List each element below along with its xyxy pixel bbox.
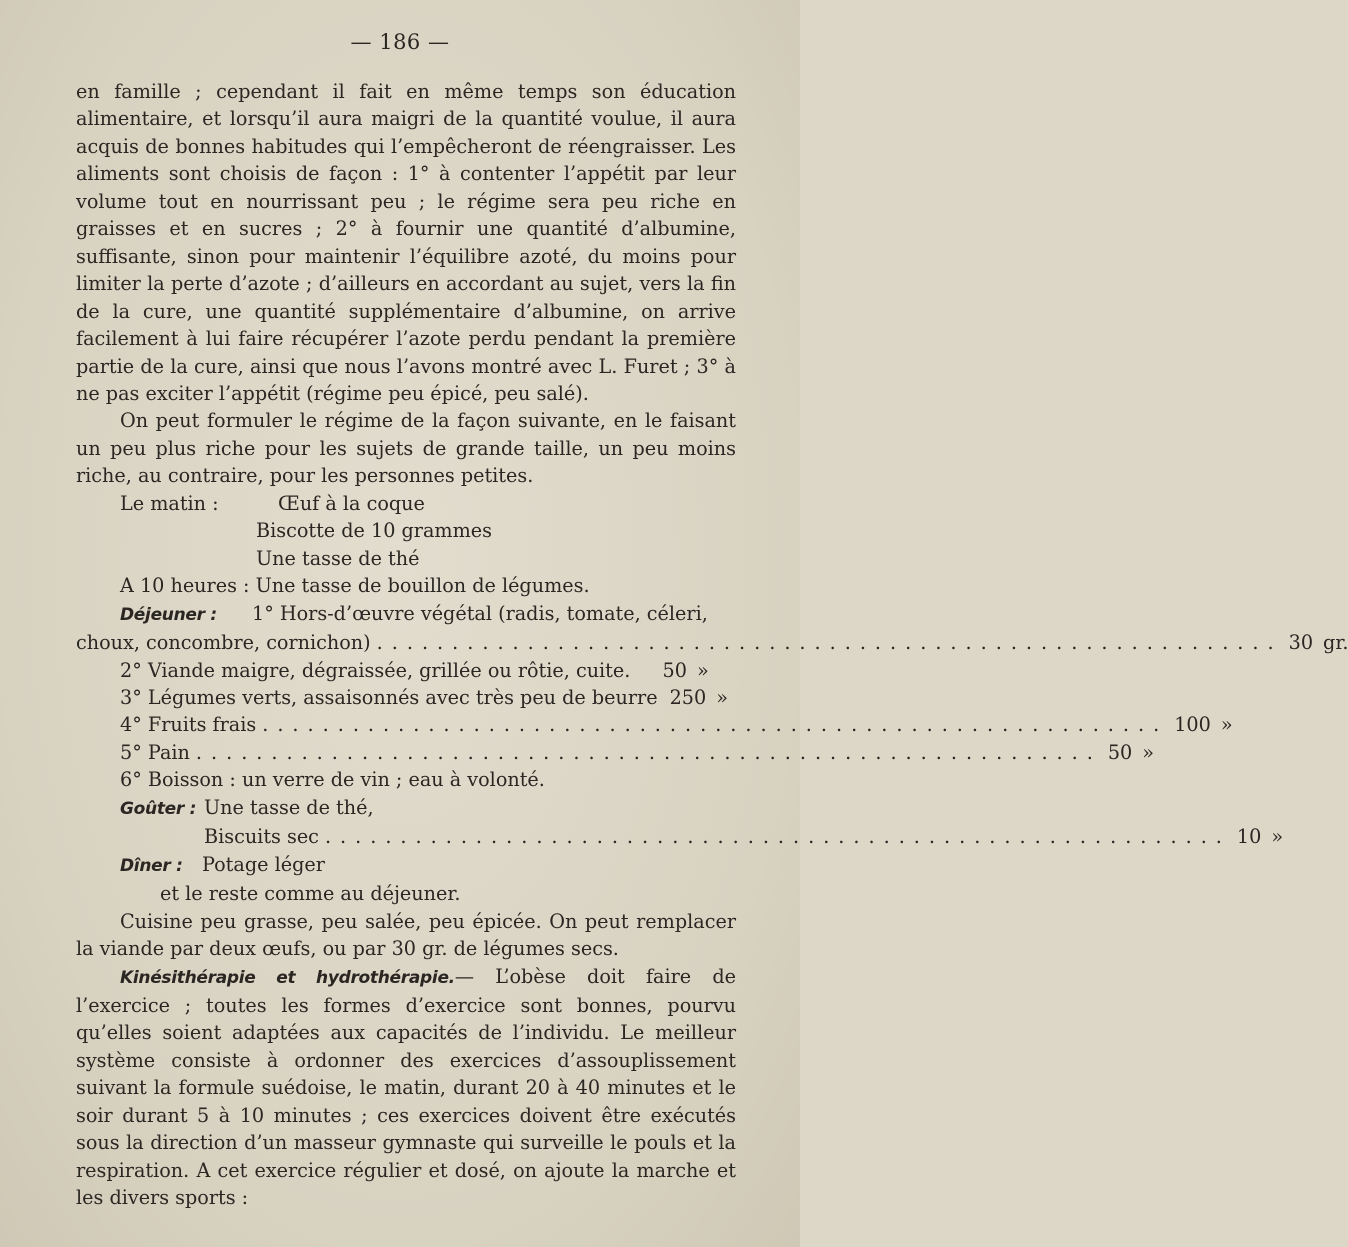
- matin-line-1: [76, 490, 736, 517]
- dejeuner-row-4: [76, 711, 1233, 738]
- diner-item-1: Potage léger: [202, 852, 325, 876]
- dejeuner-item-1-qty: 30: [1288, 631, 1314, 655]
- gouter-item-2-qty: 10: [1236, 825, 1262, 849]
- dejeuner-row-4-unit: »: [1220, 713, 1233, 737]
- dejeuner-row-5-text: 5° Pain: [120, 740, 190, 764]
- dot-leader: ............................................................: [262, 713, 1169, 737]
- paragraph-alimentation: en famille ; cependant il fait en même temps son éducation alimentaire, et lorsqu’il aura maigri de la quantité voulue, il aura acquis de bonnes habitudes qui l’empêcheront de réengraisser. Les aliments sont choisis de façon : 1° à contenter l’appétit par leur volume tout en nourrissant peu ; le régime sera peu riche en graisses et en sucres ; 2° à fournir une quantité d’albumine, suffisante, sinon pour maintenir l’équilibre azoté, du moins pour limiter la perte d’azote ; d’ailleurs en accordant au sujet, vers la fin de la cure, une quantité supplémentaire d’albumine, on arrive facilement à lui faire récupérer l’azote perdu pendant la première partie de la cure, ainsi que nous l’avons montré avec L. Furet ; 3° à ne pas exciter l’appétit (régime peu épicé, peu salé).: [76, 80, 736, 405]
- dejeuner-item-1-unit: gr.: [1323, 631, 1348, 655]
- diner-line-1: [76, 851, 736, 880]
- matin-item-1: Œuf à la coque: [278, 491, 425, 515]
- dot-leader: ............................................................: [324, 825, 1231, 849]
- matin-line-2: [76, 517, 736, 544]
- dejeuner-row-4-qty: 100: [1174, 713, 1211, 737]
- dejeuner-row-3: [76, 684, 736, 711]
- dejeuner-boisson: 6° Boisson : un verre de vin ; eau à volonté.: [120, 768, 545, 792]
- dejeuner-row-2-qty: 50: [662, 658, 687, 682]
- matin-line-3: [76, 545, 736, 572]
- dejeuner-row-3-unit: »: [716, 685, 728, 709]
- gouter-line-2: [76, 823, 1284, 850]
- dejeuner-row-5-unit: »: [1142, 740, 1155, 764]
- gouter-label: Goûter :: [120, 798, 197, 819]
- dejeuner-row-3-text: 3° Légumes verts, assaisonnés avec très peu de beurre: [120, 685, 658, 709]
- dejeuner-line-1: [76, 600, 736, 629]
- paragraph-kinesitherapie: [76, 963, 736, 1212]
- page-number: — 186 —: [350, 30, 450, 54]
- gouter-line-1: [76, 794, 736, 823]
- dot-leader: ............................................................: [195, 740, 1102, 764]
- dejeuner-row-2-unit: »: [696, 658, 709, 682]
- diner-label: Dîner :: [120, 855, 183, 876]
- matin-item-2: Biscotte de 10 grammes: [256, 519, 492, 543]
- paragraph-cuisine: Cuisine peu grasse, peu salée, peu épicée. On peut remplacer la viande par deux œufs, ou par 30 gr. de légumes secs.: [76, 909, 736, 961]
- dejeuner-label: Déjeuner :: [120, 604, 217, 625]
- dejeuner-item-1: 1° Hors-d’œuvre végétal (radis, tomate, céleri,: [252, 601, 708, 625]
- gouter-item-1: Une tasse de thé,: [204, 795, 374, 819]
- dejeuner-row-3-qty: 250: [669, 685, 707, 709]
- matin-label: Le matin :: [120, 491, 219, 515]
- dot-leader: ............................................................: [376, 631, 1283, 655]
- dejeuner-row-5: [76, 739, 1155, 766]
- dejeuner-item-1-text: choux, concombre, cornichon): [76, 631, 371, 655]
- dix-heures-line: A 10 heures : Une tasse de bouillon de légumes.: [120, 574, 590, 598]
- dejeuner-row-4-text: 4° Fruits frais: [120, 713, 257, 737]
- paragraph-regime-intro: On peut formuler le régime de la façon suivante, en le faisant un peu plus riche pour les sujets de grande taille, un peu moins riche, au contraire, pour les personnes petites.: [76, 409, 736, 488]
- paragraph-kinesitherapie-text: — L’obèse doit faire de l’exercice ; toutes les formes d’exercice sont bonnes, pourvu qu’elles soient adaptées aux capacités de l’individu. Le meilleur système consiste à ordonner des exercices d’assouplissement suivant la formule suédoise, le matin, durant 20 à 40 minutes et le soir durant 5 à 10 minutes ; ces exercices doivent être exécutés sous la direction d’un masseur gymnaste qui surveille le pouls et la respiration. A cet exercice régulier et dosé, on ajoute la marche et les divers sports :: [76, 964, 736, 1210]
- diner-line-2: et le reste comme au déjeuner.: [160, 882, 461, 906]
- dejeuner-item-1-cont: [76, 629, 1348, 656]
- gouter-item-2-unit: »: [1271, 825, 1284, 849]
- section-title: Kinésithérapie et hydrothérapie.: [120, 967, 455, 988]
- dejeuner-row-2-text: 2° Viande maigre, dégraissée, grillée ou rôtie, cuite.: [120, 658, 631, 682]
- dejeuner-row-2: [76, 657, 736, 684]
- gouter-item-2: Biscuits sec: [204, 825, 319, 849]
- page-body: [76, 78, 1348, 1212]
- dejeuner-row-5-qty: 50: [1107, 740, 1133, 764]
- matin-item-3: Une tasse de thé: [256, 546, 420, 570]
